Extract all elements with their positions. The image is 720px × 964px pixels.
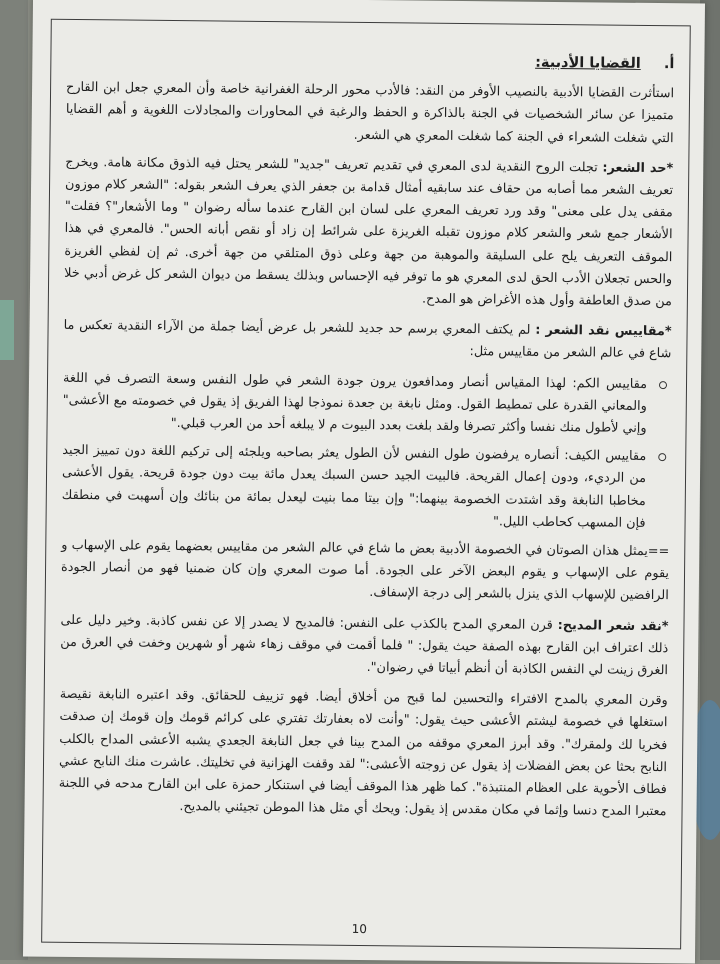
page-content	[58, 47, 674, 832]
intro-paragraph: استأثرت القضايا الأدبية بالنصيب الأوفر من النقد: فالأدب محور الرحلة الغفرانية خاصة وأن المعري جعل ابن القارح متميزا عن سائر الشخصيات في الجنة بالذاكرة و الحفظ والرغبة في المحاورات والمجادلات اللغوية و أهم القضايا التي شغلت الشعراء في الجنة كما شغلت المعري هي الشعر.	[65, 80, 675, 146]
summary-paragraph: ==يمثل هذان الصوتان في الخصومة الأدبية بعض ما شاع في عالم الشعر من مقاييس بعضهما يقوم على الإسهاب و يقوم على الإسهاب و يقوم البعض الآخر على الجودة. أما صوت المعري وإن كان ضمنيا فهو من أنصار الجودة الرافضين للإسهاب الذي ينزل بالشعر إلى درجة الإسفاف.	[60, 537, 670, 604]
closing-paragraph: وقرن المعري بالمدح الافتراء والتحسين لما قبح من أخلاق أيضا. فهو تزييف للحقائق. وقد اعتبره النابغة نقيصة استغلها في خصومة ليشتم الأعشى حيث يقول: "وأنت لاه بعفارتك تفتري على كرائم قومك وإن قومك إن صدقت فخريا لك ولمقرك". وقد أبرز المعري موقفه من المدح بينا في جعل النابغة الجعدي يشبه الأعشى المداح بالكلب النابح بحثا عن بعض الفضلات إذ يقول عن زوجته الأعشى:" لقد وقفت الهزانية في تخليتك. عاشرت منك النابح عشي فطاف الأحوية على العظام المنتبذة". كما ظهر هذا الموقف أيضا في استنكار حمزة على ابن القارح مدحه في اللجنة معتبرا المدح دنسا وإثما في مكان مقدس إذ يقول: ويحك أي مثل هذا الموطن تجيئني بالمديح.	[58, 687, 668, 820]
list-item	[61, 440, 670, 535]
poetry-definition-text: تجلت الروح النقدية لدى المعري في تقديم تعريف "جديد" للشعر يحتل فيه الذوق مكانة هامة. ويخرج تعريف الشعر مما أصابه من حقاف عند سابقيه أمثال قدامة بن جعفر الذي يعرف الشعر بقوله: "الشعر كلام موزون مقفى يدل على معنى" وقد ورد تعريف المعري على لسان ابن القارح عندما سأله رضوان " وما الأشعار"؟ فقلت" الأشعار جمع شعر والشعر كلام موزون تقبله الغريزة على شرائط إن زاد أو نقص أبانه الحس". فالمعري في هذا الموقف التعريف يلح على السليقة والموهبة من جهة وعلى ذوق المتلقي من جهة أخرى. ثم إن لفظي الغريزة والحس تجعلان الأدب الحق لدى المعري هو ما توفر فيه الإحساس وبذلك يسقط من ديوان الشعر كل غرض أدبي خلا من صدق العاطفة وأول هذه الأغراض هو المدح.	[64, 154, 674, 310]
criteria-text: لم يكتف المعري برسم حد جديد للشعر بل عرض أيضا جملة من الآراء النقدية تعكس ما شاع في عالم الشعر من مقاييس مثل:	[63, 318, 672, 362]
background-object	[0, 300, 14, 360]
criteria-paragraph	[63, 315, 671, 366]
page-number: 10	[351, 921, 368, 937]
poetry-definition-label: *حد الشعر:	[602, 160, 674, 177]
circle-bullet-icon	[658, 453, 666, 461]
praise-critique-text: قرن المعري المدح بالكذب على النفس: فالمديح لا يصدر إلا عن نفس كاذبة. وخير دليل على ذلك اعتراف ابن القارح بهذه الصفة حيث يقول: " فلما أقمت في موقف زهاء شهر أو شهرين وخفت في العرق من الغرق زينت لي النفس الكاذبة أن أنظم أبياتا في رضوان".	[60, 612, 669, 679]
section-title: القضايا الأدبية:	[535, 54, 641, 72]
document-page	[23, 0, 705, 963]
bullet-text-quality: مقاييس الكيف: أنصاره يرفضون طول النفس لأن الطول يعثر بصاحبه ويلجئه إلى تركيم اللغة دون تمييز الجيد من الرديء، ودون إعمال القريحة. فالبيت الجيد حسن السبك يعدل مائة بيت دون جودة قريحة. يقول الأعشى مخاطبا النابغة وقد اشتدت الخصومة بينهما:" وإن بيتا مما بنيت ليعدل بمائة من بنائك وإن أسهبت في منطقك فإن المسهب كحاطب الليل."	[61, 443, 647, 531]
circle-bullet-icon	[659, 381, 667, 389]
praise-critique-label: *نقد شعر المديح:	[557, 617, 669, 634]
section-number: أ.	[663, 56, 675, 73]
list-item	[62, 367, 671, 440]
poetry-definition-paragraph	[64, 152, 674, 314]
bullet-text-quantity: مقاييس الكم: لهذا المقياس أنصار ومدافعون يرون جودة الشعر في طول النفس وسعة التصرف في اللغة والمعاني القدرة على تمطيط القول. ومثل نابغة بن جعدة نموذجا لهذا الفريق إذ يقول في خصومته مع الأعشى" وإني لأطول منك نفسا وأكثر تصرفا ولقد بلغت بعدد البيوت م لا يبلغه أحد من العرب قبلي."	[62, 370, 648, 437]
criteria-label: *مقاييس نقد الشعر :	[535, 323, 672, 340]
praise-critique-paragraph	[60, 610, 669, 683]
